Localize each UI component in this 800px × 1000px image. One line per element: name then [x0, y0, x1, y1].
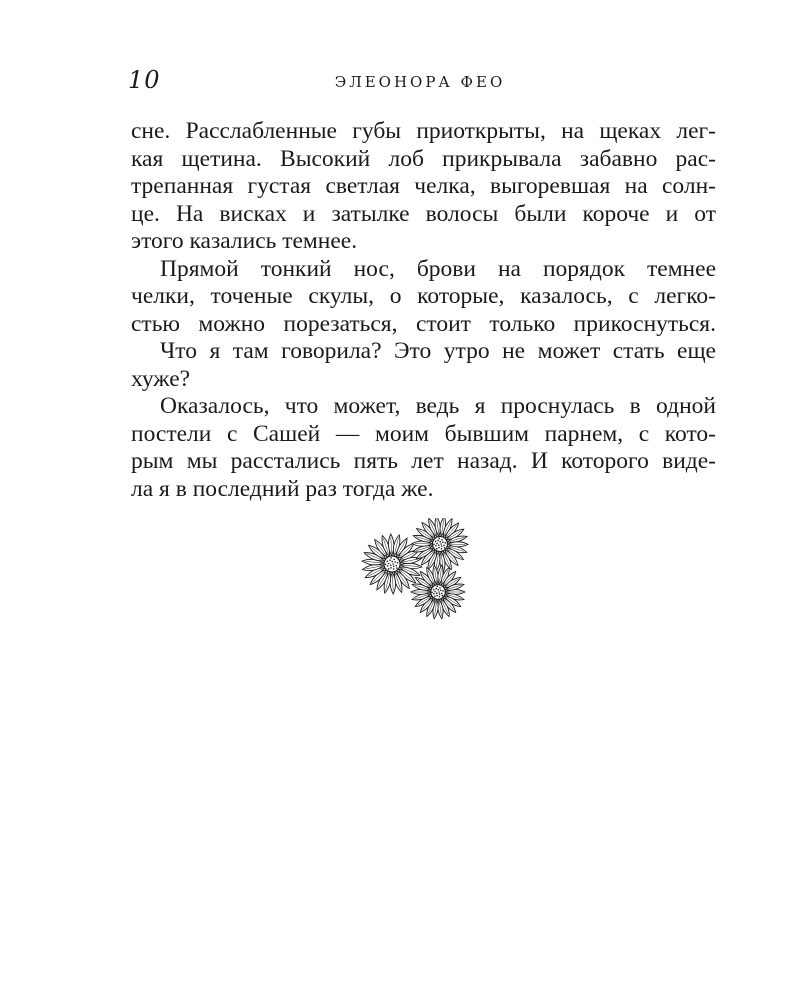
text-line: ла я в последний раз тогда же.	[131, 475, 434, 502]
text-line: Прямой тонкий нос, брови на порядок темнее	[160, 255, 716, 282]
text-line: це. На висках и затылке волосы были короче и от	[131, 200, 716, 227]
text-line: стью можно порезаться, стоит только прикоснуться.	[131, 310, 716, 337]
daisy-flower	[411, 565, 465, 618]
text-line: трепанная густая светлая челка, выгоревшая на солн-	[131, 173, 716, 199]
text-line: этого казались темнее.	[131, 228, 358, 254]
text-line: кая щетина. Высокий лоб прикрывала забавно рас-	[131, 145, 716, 172]
text-line: челки, точеные скулы, о которые, казалось, с легко-	[131, 283, 716, 309]
text-line: Оказалось, что может, ведь я проснулась в одной	[160, 393, 716, 419]
text-line: Что я там говорила? Это утро не может стать еще	[160, 338, 716, 364]
body-text	[131, 118, 716, 503]
text-line: рым мы расстались пять лет назад. И которого виде-	[131, 448, 716, 474]
text-line: сне. Расслабленные губы приоткрыты, на щеках лег-	[131, 118, 716, 144]
daisy-flower	[412, 518, 468, 572]
daisy-flowers-icon	[348, 518, 484, 620]
text-line: постели с Сашей — моим бывшим парнем, с кото-	[131, 420, 716, 447]
running-head-author: ЭЛЕОНОРА ФЕО	[334, 73, 506, 91]
page-number: 10	[128, 66, 161, 94]
text-line: хуже?	[131, 365, 191, 392]
